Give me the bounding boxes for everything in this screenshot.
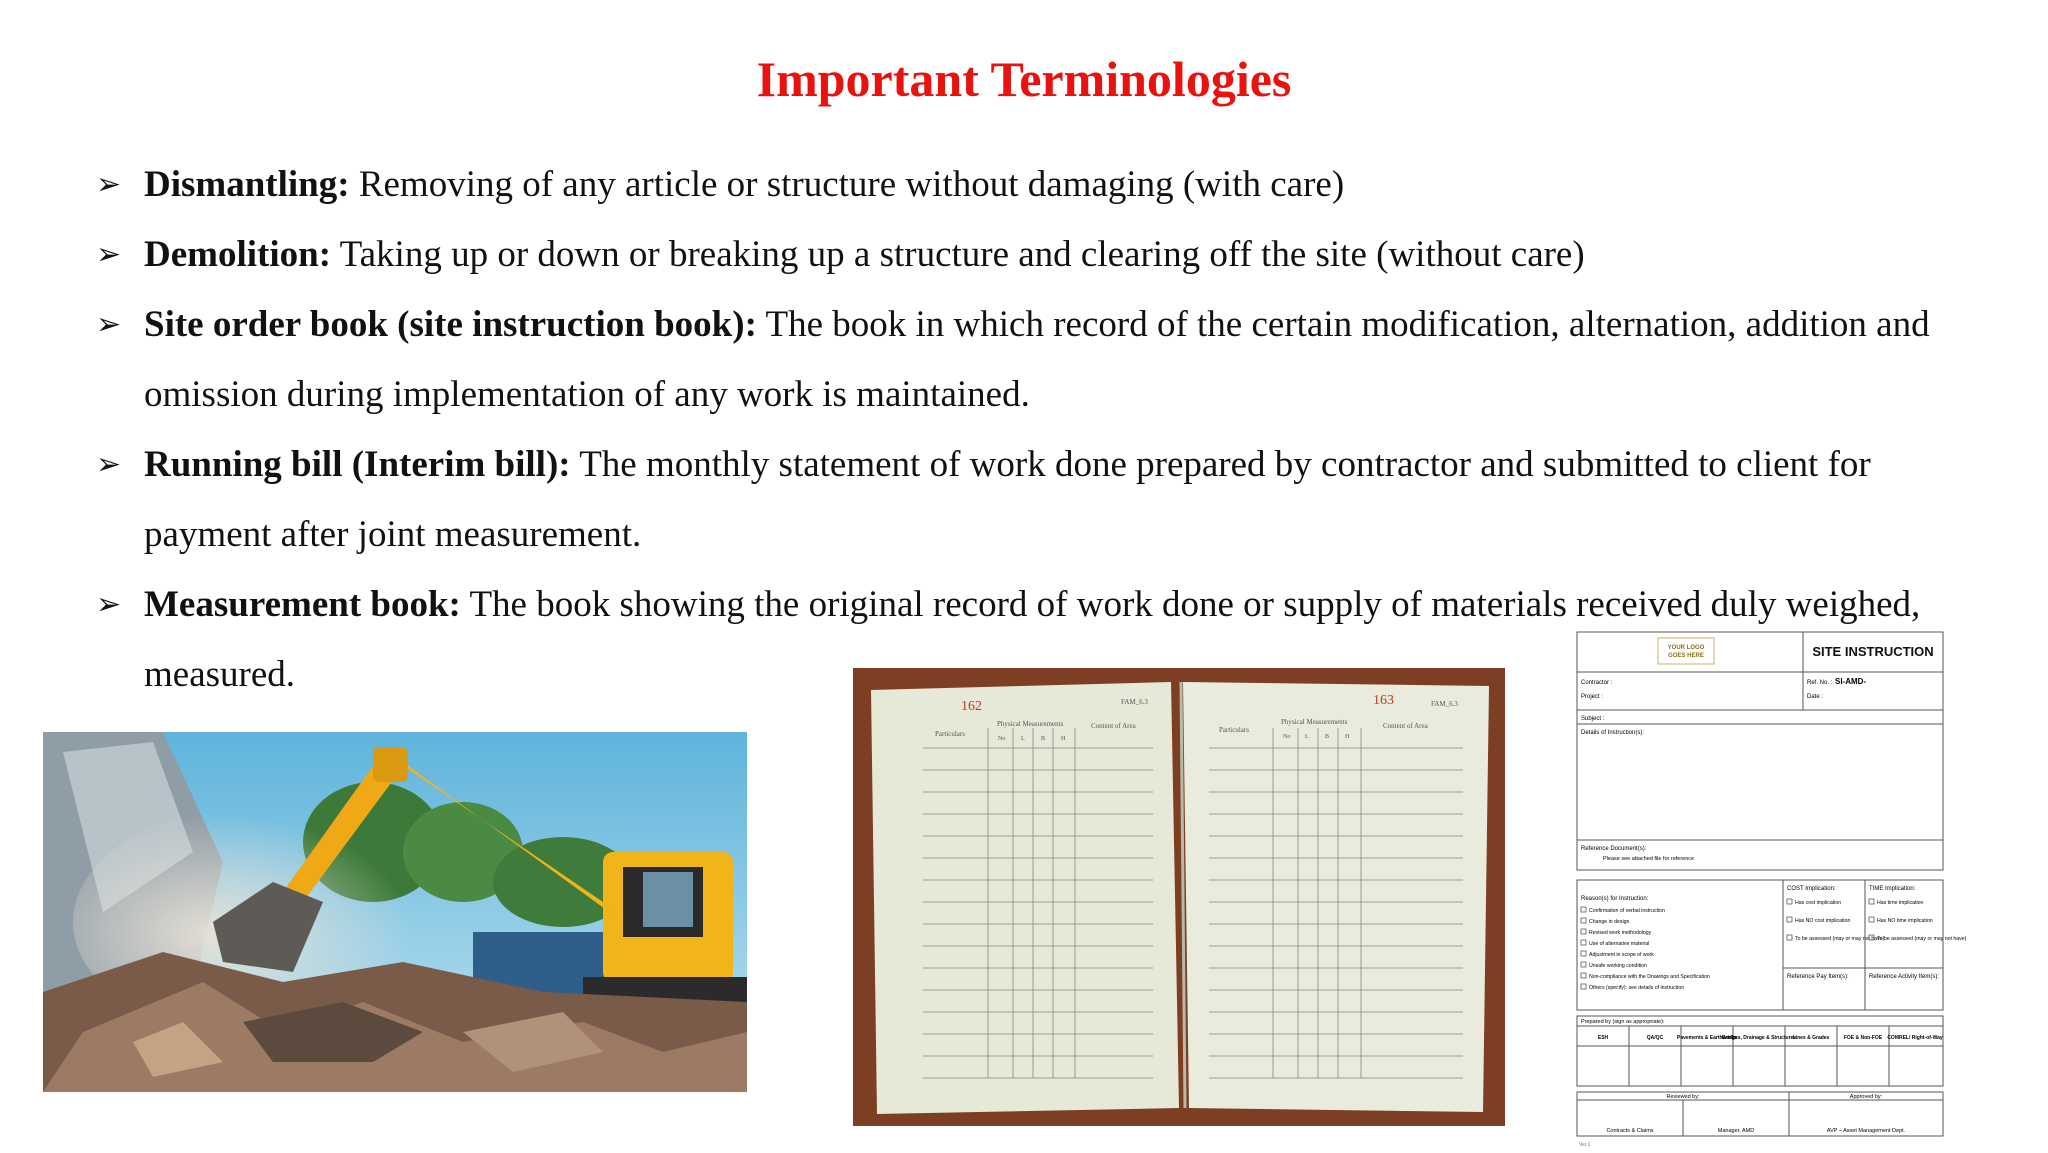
department-label: COMREL/ Right-of-Way [1887, 1035, 1943, 1041]
slide-title: Important Terminologies [756, 51, 1292, 107]
signer-contracts: Contracts & Claims [1606, 1128, 1654, 1134]
ref-no-label: Ref. No. : [1807, 680, 1833, 686]
department-label: Pavements & Earthworks [1676, 1035, 1738, 1041]
cost-option: Has NO cost implication [1795, 918, 1851, 924]
reason-item: Unsafe working condition [1589, 963, 1647, 969]
term-label: Demolition: [144, 234, 332, 275]
ref-no-value: SI-AMD- [1835, 677, 1867, 686]
arrow-bullet-icon: ➢ [96, 167, 122, 202]
left-col-l: L [1021, 736, 1025, 742]
reason-item: Adjustment in scope of work [1589, 952, 1654, 958]
reference-docs-note: Please see attached file for reference [1603, 856, 1695, 862]
cost-title: COST Implication: [1787, 886, 1836, 892]
project-label: Project : [1581, 694, 1604, 700]
reason-item: Others (specify): see details of instruction [1589, 985, 1685, 991]
contractor-label: Contractor : [1581, 680, 1613, 686]
ref-activity-label: Reference Activity Item(s): [1869, 974, 1940, 980]
term-definition: Taking up or down or breaking up a structure and clearing off the site (without care) [331, 234, 1585, 275]
department-label: Bridges, Drainage & Structures [1721, 1035, 1797, 1041]
reason-item: Change in design [1589, 919, 1630, 925]
arrow-bullet-icon: ➢ [96, 587, 122, 622]
date-label: Date : [1807, 694, 1824, 700]
arrow-bullet-icon: ➢ [96, 237, 122, 272]
arrow-bullet-icon: ➢ [96, 307, 122, 342]
reference-docs-label: Reference Document(s): [1581, 846, 1647, 852]
reasons-title: Reason(s) for Instruction: [1581, 896, 1649, 902]
department-label: ESH [1597, 1035, 1609, 1041]
right-page-number: 163 [1373, 693, 1394, 708]
terminology-list [96, 150, 1996, 710]
right-col-no: No [1283, 734, 1291, 740]
right-col-physical: Physical Measurements [1281, 718, 1348, 726]
right-col-particulars: Particulars [1219, 726, 1249, 734]
term-label: Site order book (site instruction book): [144, 304, 757, 345]
bullet-demolition [96, 220, 1996, 290]
prepared-by-label: Prepared by (sign as appropriate): [1581, 1019, 1665, 1025]
signer-manager: Manager, AMD [1717, 1128, 1755, 1134]
time-option: Has time implication [1877, 900, 1924, 906]
term-label: Measurement book: [144, 584, 461, 625]
left-col-no: No [998, 736, 1006, 742]
term-definition: The book showing the original record of work done or supply of materials received duly weighed, measured. [144, 584, 1921, 695]
time-options [1869, 899, 1967, 942]
left-col-b: B [1041, 736, 1046, 742]
right-col-b: B [1325, 734, 1330, 740]
form-heading: SITE INSTRUCTION [1812, 644, 1934, 659]
left-form-code: FAM_6.3 [1121, 698, 1148, 706]
left-col-content: Content of Area [1091, 722, 1136, 730]
left-col-particulars: Particulars [935, 730, 965, 738]
bullet-site-order-book [96, 290, 1996, 430]
approved-by-label: Approved by: [1849, 1094, 1883, 1100]
left-col-physical: Physical Measurements [997, 720, 1064, 728]
details-label: Details of Instruction(s): [1581, 730, 1645, 736]
time-title: TIME Implication: [1869, 886, 1916, 892]
time-option: Has NO time implication [1877, 918, 1933, 924]
department-label: Lines & Grades [1792, 1035, 1830, 1041]
measurement-book-image [853, 668, 1505, 1126]
excavator-demolition-image [43, 732, 747, 1092]
term-label: Dismantling: [144, 164, 350, 205]
term-definition: Removing of any article or structure without damaging (with care) [349, 164, 1345, 205]
department-label: QA/QC [1646, 1035, 1664, 1041]
logo-line2: GOES HERE [1668, 653, 1704, 659]
reason-item: Revised work methodology [1589, 930, 1652, 936]
reason-item: Non-compliance with the Drawings and Specification [1589, 974, 1710, 980]
signer-avp: AVP – Asset Management Dept. [1826, 1128, 1906, 1134]
right-form-code: FAM_6.3 [1431, 700, 1458, 708]
department-columns [1598, 1035, 1943, 1041]
time-option: To be assessed (may or may not have) [1877, 936, 1967, 942]
bullet-running-bill [96, 430, 1996, 570]
department-label: FOE & Non-FOE [1843, 1035, 1883, 1041]
cost-option: Has cost implication [1795, 900, 1842, 906]
left-col-h: H [1061, 736, 1066, 742]
cost-option: To be assessed (may or may not have) [1795, 936, 1885, 942]
subject-label: Subject : [1581, 716, 1605, 722]
form-version: Ver.1 [1579, 1142, 1591, 1148]
site-instruction-form-image [1573, 628, 1967, 1148]
logo-line1: YOUR LOGO [1667, 645, 1705, 651]
reason-item: Use of alternative material [1589, 941, 1650, 947]
term-definition: The book in which record of the certain modification, alternation, addition and omission during implementation of any work is maintained. [144, 304, 1930, 415]
left-page-number: 162 [961, 699, 982, 714]
term-label: Running bill (Interim bill): [144, 444, 571, 485]
term-definition: The monthly statement of work done prepared by contractor and submitted to client for payment after joint measurement. [144, 444, 1871, 555]
right-col-l: L [1305, 734, 1309, 740]
ref-pay-label: Reference Pay Item(s): [1787, 974, 1849, 980]
right-col-content: Content of Area [1383, 722, 1428, 730]
reason-item: Confirmation of verbal instruction [1589, 908, 1665, 914]
bullet-dismantling [96, 150, 1996, 220]
arrow-bullet-icon: ➢ [96, 447, 122, 482]
reviewed-by-label: Reviewed by: [1666, 1094, 1700, 1100]
right-col-h: H [1345, 734, 1350, 740]
